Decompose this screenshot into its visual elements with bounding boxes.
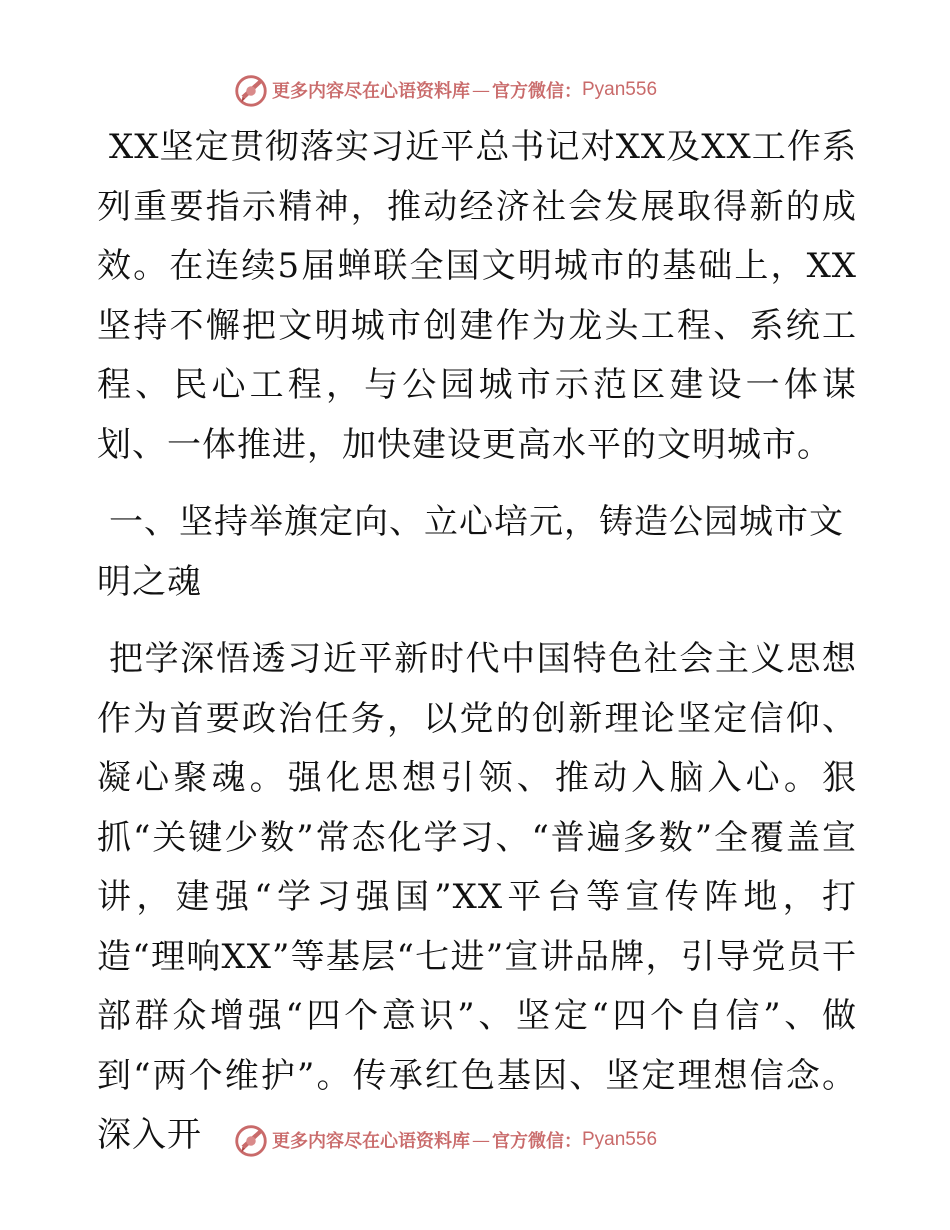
quill-seal-logo-icon bbox=[232, 71, 270, 109]
paragraph-2: 把学深悟透习近平新时代中国特色社会主义思想作为首要政治任务，以党的创新理论坚定信仰、凝心聚魂。强化思想引领、推动入脑入心。狠抓“关键少数”常态化学习、“普遍多数”全覆盖宣讲，建强“学习强国”XX平台等宣传阵地，打造“理响XX”等基层“七进”宣讲品牌，引导党员干部群众增强“四个意识”、坚定“四个自信”、做到“两个维护”。传承红色基因、坚定理想信念。深入开 bbox=[97, 639, 857, 1155]
watermark-separator: — bbox=[472, 79, 490, 101]
watermark-separator: — bbox=[472, 1129, 490, 1151]
watermark-handle: Pyan556 bbox=[582, 79, 658, 100]
watermark-handle: Pyan556 bbox=[582, 1129, 658, 1150]
watermark-text: 更多内容尽在心语资料库 bbox=[272, 81, 470, 102]
quill-seal-logo-icon bbox=[232, 1121, 270, 1159]
watermark-label: 官方微信： bbox=[492, 81, 582, 102]
watermark-text: 更多内容尽在心语资料库 bbox=[272, 1131, 470, 1152]
watermark-label: 官方微信： bbox=[492, 1131, 582, 1152]
watermark-footer bbox=[232, 1120, 657, 1160]
watermark-header bbox=[232, 70, 657, 110]
document-body bbox=[97, 118, 857, 1166]
section-heading-1: 一、坚持举旗定向、立心培元，铸造公园城市文明之魂 bbox=[97, 502, 844, 602]
paragraph-1: XX坚定贯彻落实习近平总书记对XX及XX工作系列重要指示精神，推动经济社会发展取得新的成效。在连续5届蝉联全国文明城市的基础上，XX坚持不懈把文明城市创建作为龙头工程、系统工程、民心工程，与公园城市示范区建设一体谋划、一体推进，加快建设更高水平的文明城市。 bbox=[97, 127, 857, 465]
